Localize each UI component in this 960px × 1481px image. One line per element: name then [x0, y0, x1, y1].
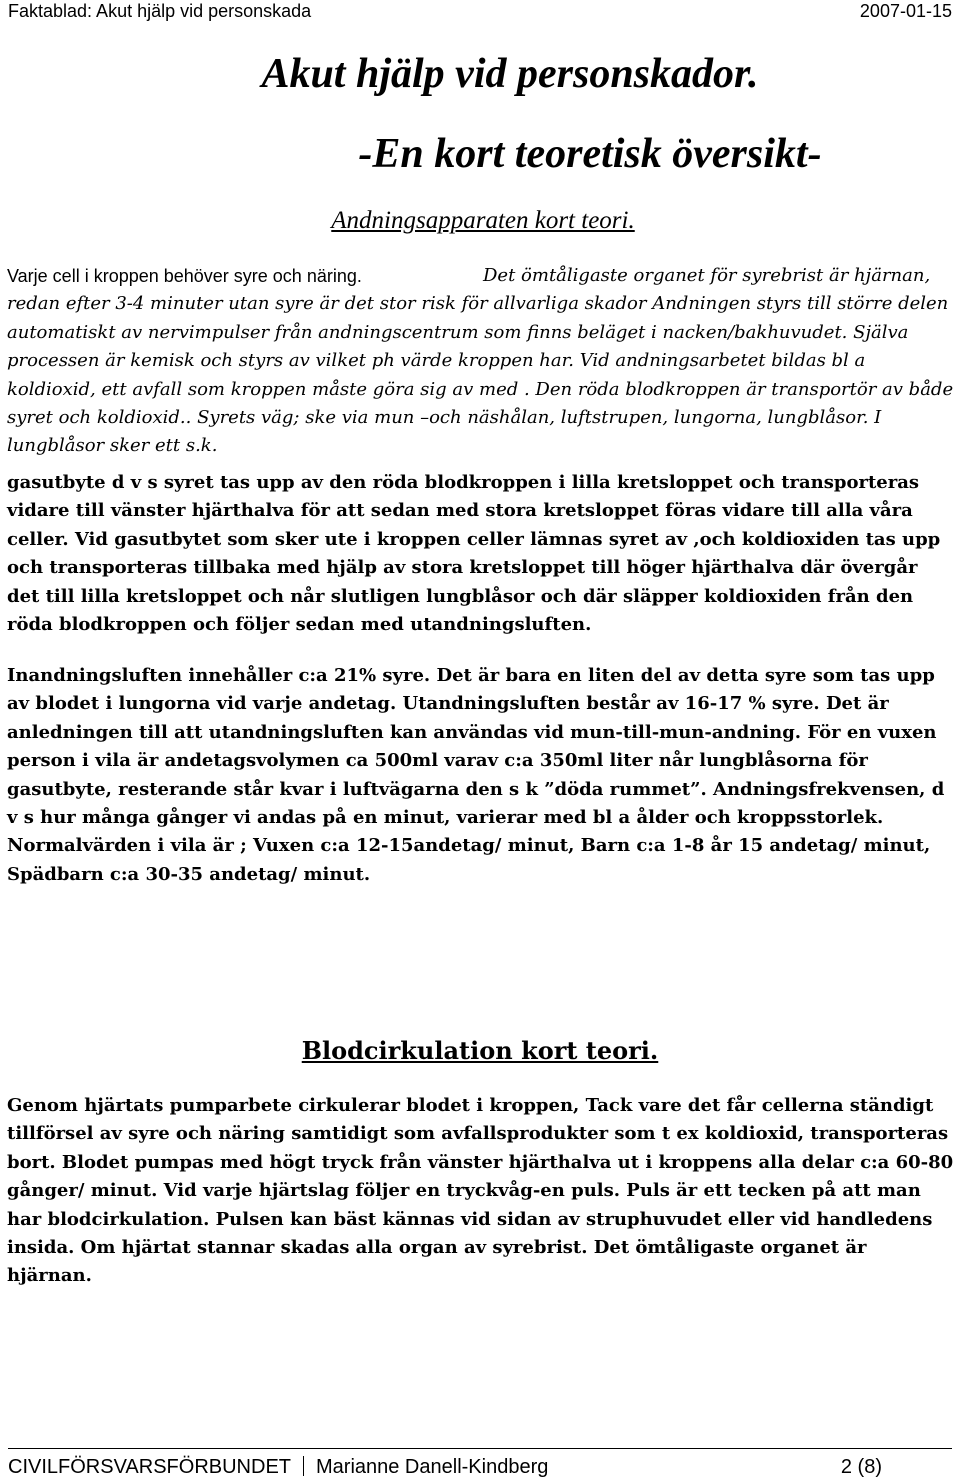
- paragraph-circulation: [7, 1092, 955, 1291]
- document-title: Akut hjälp vid personskador.: [261, 51, 759, 97]
- section-heading-circulation: Blodcirkulation kort teori.: [301, 1036, 659, 1065]
- footer-left: [8, 1455, 548, 1479]
- paragraph-circulation-text: Genom hjärtats pumparbete cirkulerar blodet i kroppen, Tack vare det får cellerna ständigt tillförsel av syre och näring samtidigt som avfallsprodukter som t ex koldioxid, transporteras bort. Blodet pumpas med högt tryck från vänster hjärthalva ut i kroppens alla delar c:a 60-80 gånger/ minut. Vid varje hjärtslag följer en tryckvåg-en puls. Puls är ett tecken på att man har blodcirkulation. Pulsen kan bäst kännas vid sidan av struphuvudet eller vid handledens insida. Om hjärtat stannar skadas alla organ av syrebrist. Det ömtåligaste organet är hjärnan.: [7, 1095, 954, 1287]
- footer-organization: CIVILFÖRSVARSFÖRBUNDET: [8, 1456, 291, 1478]
- header-title: Faktablad: Akut hjälp vid personskada: [8, 1, 312, 21]
- intro-sentence: Varje cell i kroppen behöver syre och näring.: [7, 266, 362, 286]
- paragraph-breathing-1-text: Det ömtåligaste organet för syrebrist är hjärnan, redan efter 3-4 minuter utan syre är det stor risk för allvarliga skador Andningen styrs till större delen automatiskt av nervimpulser från andningscentrum som finns beläget i nacken/bakhuvudet. Själva processen är kemisk och styrs av vilket ph värde kroppen har. Vid andningsarbetet bildas bl a koldioxid, ett avfall som kroppen måste göra sig av med . Den röda blodkroppen är transportör av både syret och koldioxid.. Syrets väg; ske via mun –och näshålan, luftstrupen, lungorna, lungblåsor. I lungblåsor sker ett s.k.: [7, 265, 954, 457]
- paragraph-breathing-1: [7, 262, 955, 461]
- document-subtitle: -En kort teoretisk översikt-: [358, 131, 822, 177]
- footer-page-number: 2 (8): [840, 1456, 882, 1478]
- paragraph-breathing-3-text: Inandningsluften innehåller c:a 21% syre. Det är bara en liten del av detta syre som tas upp av blodet i lungorna vid varje andetag. Utandningsluften består av 16-17 % syre. Det är anledningen till att utandningsluften kan användas vid mun-till-mun-andning. För en vuxen person i vila är andetagsvolymen ca 500ml varav c:a 350ml liter når lungblåsorna för gasutbyte, resterande står kvar i luftvägarna den s k ”döda rummet”. Andningsfrekvensen, d v s hur många gånger vi andas på en minut, varierar med bl a ålder och kroppsstorlek. Normalvärden i vila är ; Vuxen c:a 12-15andetag/ minut, Barn c:a 1-8 år 15 andetag/ minut, Spädbarn c:a 30-35 andetag/ minut.: [7, 665, 945, 885]
- paragraph-breathing-2: [7, 469, 955, 639]
- section-heading-breathing: Andningsapparaten kort teori.: [331, 207, 635, 234]
- paragraph-breathing-2-text: gasutbyte d v s syret tas upp av den röda blodkroppen i lilla kretsloppet och transporteras vidare till vänster hjärthalva för att sedan med stora kretsloppet föras vidare till alla våra celler. Vid gasutbytet som sker ute i kroppen celler lämnas syret av ,och koldioxiden tas upp och transporteras tillbaka med hjälp av stora kretsloppet till höger hjärthalva där övergår det till lilla kretsloppet och når slutligen lungblåsor och där släpper koldioxiden från den röda blodkroppen och följer sedan med utandningsluften.: [7, 472, 941, 636]
- page-footer: [8, 1448, 952, 1481]
- page-header: [8, 0, 952, 24]
- paragraph-breathing-3: [7, 662, 955, 889]
- header-date: 2007-01-15: [859, 1, 952, 21]
- footer-separator: [303, 1456, 304, 1476]
- footer-author: Marianne Danell-Kindberg: [316, 1456, 549, 1478]
